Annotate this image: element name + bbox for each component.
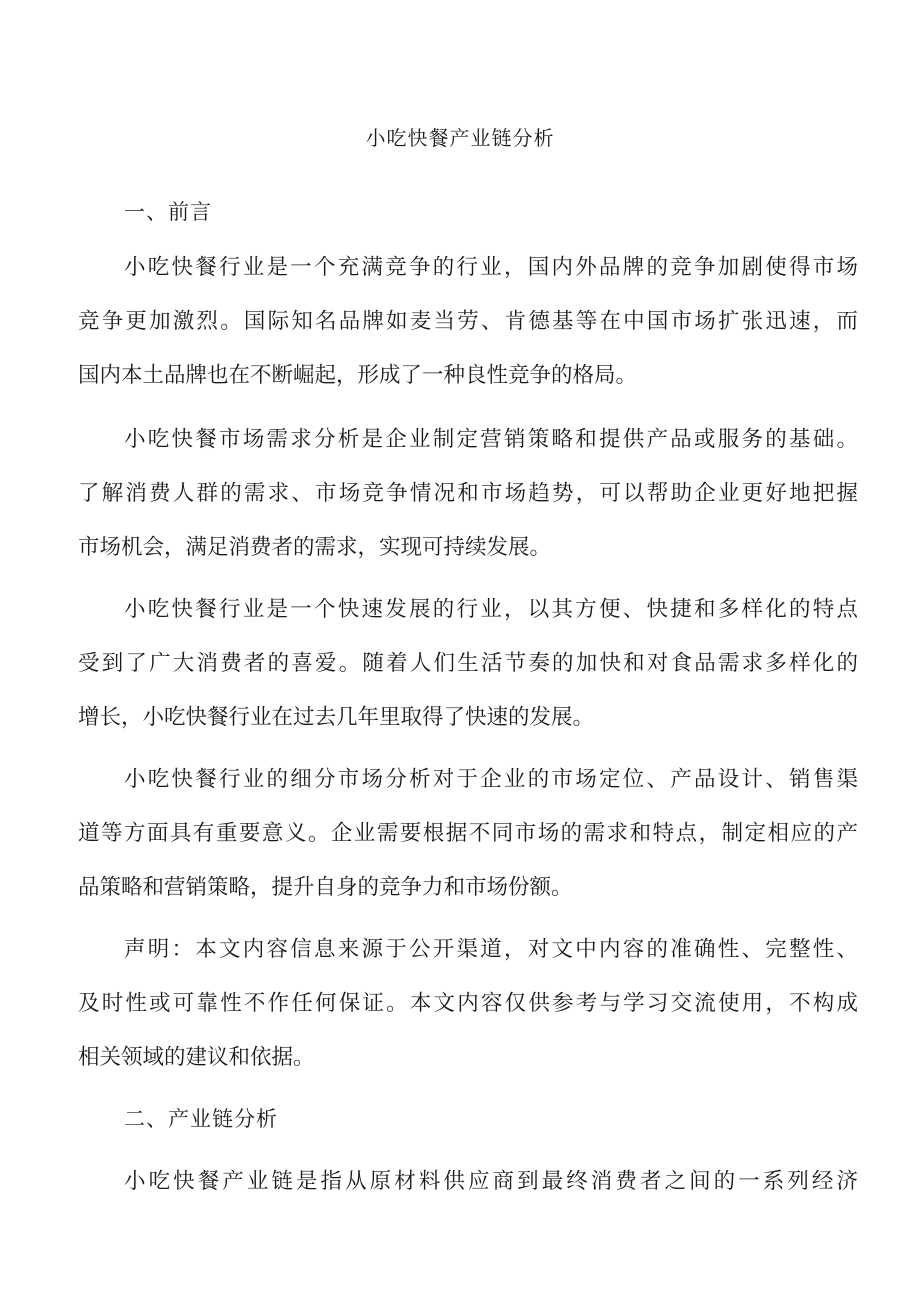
paragraph-line: 声明：本文内容信息来源于公开渠道，对文中内容的准确性、完整性、 <box>124 937 858 962</box>
document-title: 小吃快餐产业链分析 <box>365 126 555 150</box>
paragraph-line: 小吃快餐市场需求分析是企业制定营销策略和提供产品或服务的基础。 <box>124 427 858 452</box>
paragraph-line: 小吃快餐行业是一个快速发展的行业，以其方便、快捷和多样化的特点 <box>124 597 858 622</box>
paragraph-line: 市场机会，满足消费者的需求，实现可持续发展。 <box>78 535 552 560</box>
paragraph-line: 道等方面具有重要意义。企业需要根据不同市场的需求和特点，制定相应的产 <box>78 821 858 846</box>
paragraph-line: 了解消费人群的需求、市场竞争情况和市场趋势，可以帮助企业更好地把握 <box>78 481 858 506</box>
paragraph-line: 相关领域的建议和依据。 <box>78 1045 315 1070</box>
paragraph-industry-growth <box>78 583 858 745</box>
paragraph-line: 小吃快餐产业链是指从原材料供应商到最终消费者之间的一系列经济 <box>124 1169 858 1194</box>
section-heading-preface: 一、前言 <box>124 200 212 224</box>
paragraph-line: 品策略和营销策略，提升自身的竞争力和市场份额。 <box>78 875 573 900</box>
paragraph-line: 小吃快餐行业是一个充满竞争的行业，国内外品牌的竞争加剧使得市场 <box>124 255 858 280</box>
paragraph-line: 及时性或可靠性不作任何保证。本文内容仅供参考与学习交流使用，不构成 <box>78 991 858 1016</box>
paragraph-line: 小吃快餐行业的细分市场分析对于企业的市场定位、产品设计、销售渠 <box>124 767 858 792</box>
paragraph-disclaimer <box>78 923 858 1085</box>
paragraph-line: 国内本土品牌也在不断崛起，形成了一种良性竞争的格局。 <box>78 363 638 388</box>
paragraph-competition <box>78 241 858 403</box>
paragraph-line: 竞争更加激烈。国际知名品牌如麦当劳、肯德基等在中国市场扩张迅速，而 <box>78 309 858 334</box>
paragraph-line: 受到了广大消费者的喜爱。随着人们生活节奏的加快和对食品需求多样化的 <box>78 651 858 676</box>
paragraph-line: 增长，小吃快餐行业在过去几年里取得了快速的发展。 <box>78 705 595 730</box>
paragraph-industry-chain <box>78 1155 858 1209</box>
section-heading-industry-chain: 二、产业链分析 <box>124 1107 278 1131</box>
paragraph-segment-analysis <box>78 753 858 915</box>
paragraph-demand-analysis <box>78 413 858 575</box>
